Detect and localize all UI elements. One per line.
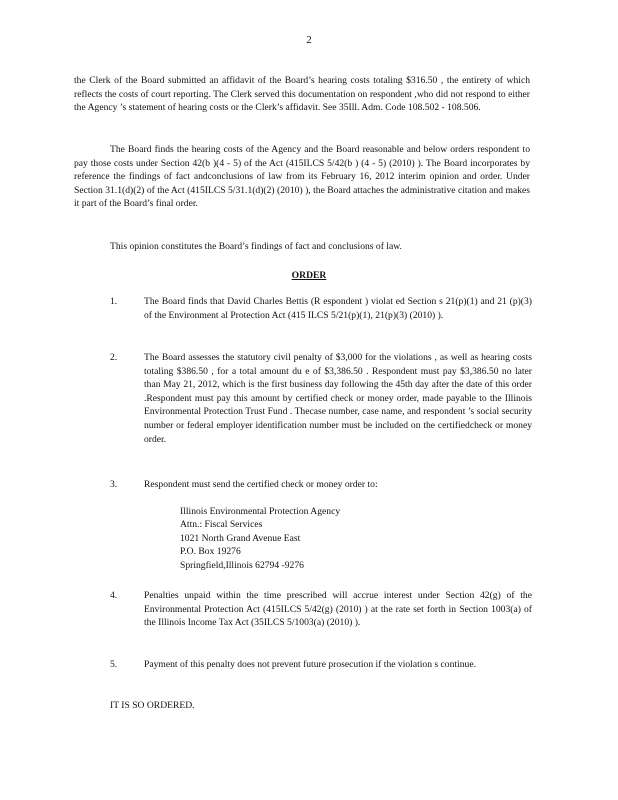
- page-number: 2: [306, 34, 312, 46]
- order-item-text: Payment of this penalty does not prevent future prosecution if the violation s continue.: [144, 659, 476, 670]
- order-item-number: 2.: [110, 352, 118, 363]
- order-item-text: Penalties unpaid within the time prescribed will accrue interest under Section 42(g) of the Environmental Protection Act (415ILCS 5/42(g) (2010) ) at the rate set forth in Section 1003(a) of the Illinois Income Tax Act (35ILCS 5/1003(a) (2010) ).: [144, 590, 532, 629]
- order-item-text: The Board finds that David Charles Bettis (R espondent ) violat ed Section s 21(p)(1) and 21 (p)(3) of the Environment al Protection Act (415 ILCS 5/21(p)(1), 21(p)(3) (2010) ).: [144, 296, 532, 321]
- address-line: 1021 North Grand Avenue East: [180, 532, 301, 544]
- order-item-number: 5.: [110, 659, 118, 670]
- paragraph-hearing-costs: the Clerk of the Board submitted an affidavit of the Board’s hearing costs totaling $316.50 , the entirety of which reflects the costs of court reporting. The Clerk served this documentation on respondent ,who did not respond to either the Agency ’s statement of hearing costs or the Clerk’s affidavit. See 35Ill. Adm. Code 108.502 - 108.506.: [74, 75, 530, 114]
- order-item-text: The Board assesses the statutory civil penalty of $3,000 for the violations , as well as hearing costs totaling $386.50 , for a total amount du e of $3,386.50 . Respondent must pay $3,386.50 no later than May 21, 2012, which is the first business day following the 45th day after the date of this order .Respondent must pay this amount by certified check or money order, made payable to the Illinois Environmental Protection Trust Fund . Thecase number, case name, and respondent ’s social security number or federal employer identification number must be included on the certifiedcheck or money order.: [144, 352, 532, 445]
- order-item-text: Respondent must send the certified check or money order to:: [144, 479, 378, 490]
- address-line: Illinois Environmental Protection Agency: [180, 506, 341, 517]
- closing-statement: IT IS SO ORDERED.: [110, 700, 195, 711]
- order-item-number: 4.: [110, 590, 118, 601]
- order-item-number: 3.: [110, 479, 118, 490]
- paragraph-board-finding: The Board finds the hearing costs of the Agency and the Board reasonable and below orders respondent to pay those costs under Section 42(b )(4 - 5) of the Act (415ILCS 5/42(b ) (4 - 5) (2010) ). The Board incorporates by reference the findings of fact andconclusions of law from its February 16, 2012 interim opinion and order. Under Section 31.1(d)(2) of the Act (415ILCS 5/31.1(d)(2) (2010) ), the Board attaches the administrative citation and makes it part of the Board’s final order.: [74, 144, 530, 210]
- address-line: Attn.: Fiscal Services: [180, 519, 263, 531]
- order-heading: ORDER: [291, 270, 327, 281]
- address-line: P.O. Box 19276: [180, 546, 241, 558]
- payment-address: [180, 505, 340, 572]
- paragraph-conclusion: This opinion constitutes the Board’s findings of fact and conclusions of law.: [110, 241, 402, 252]
- order-item-number: 1.: [110, 296, 118, 307]
- address-line: Springfield,Illinois 62794 -9276: [180, 559, 304, 571]
